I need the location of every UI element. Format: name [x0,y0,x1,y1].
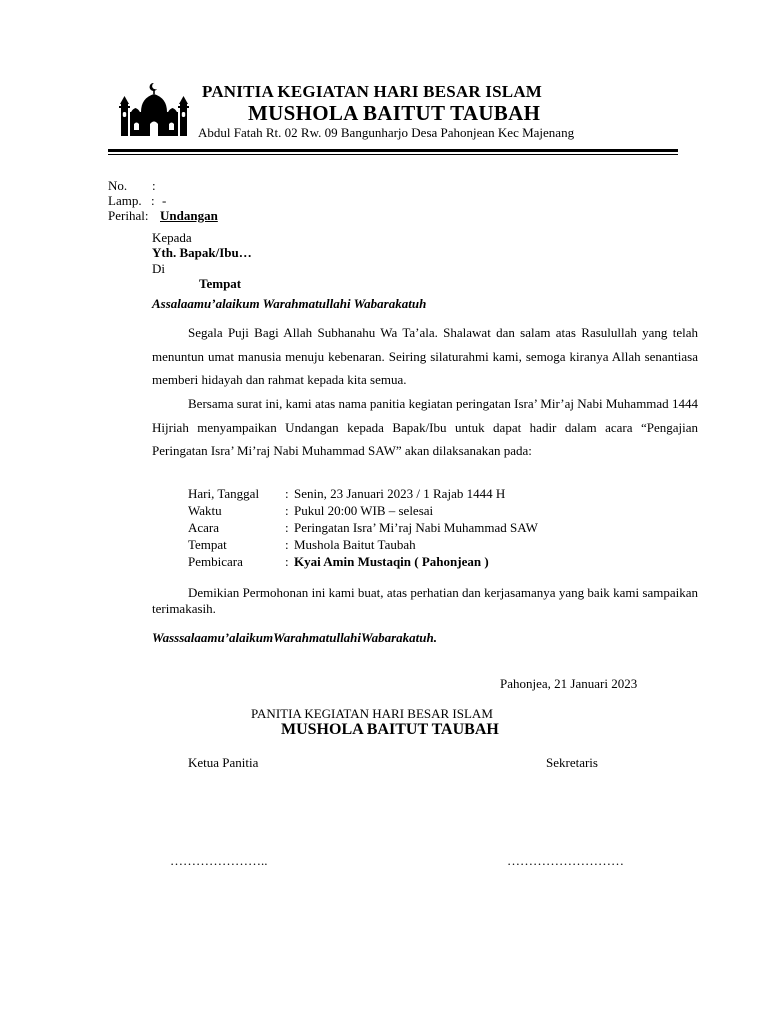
detail-label: Pembicara [188,554,243,569]
recipient-kepada: Kepada [152,230,192,245]
detail-value-speaker: Kyai Amin Mustaqin ( Pahonjean ) [294,554,489,569]
detail-colon: : [285,503,289,518]
meta-lamp-label: Lamp. [108,193,142,208]
detail-value: Peringatan Isra’ Mi’raj Nabi Muhammad SAW [294,520,538,535]
letter-date-place: Pahonjea, 21 Januari 2023 [500,676,638,691]
detail-label: Acara [188,520,220,535]
signature-right-line: ……………………… [507,853,624,868]
mosque-icon [119,82,189,138]
meta-no-label: No. [108,178,128,193]
paragraph-opening: Segala Puji Bagi Allah Subhanahu Wa Ta’ala. Shalawat dan salam atas Rasulullah yang telah menuntun umat manusia menuju kebenaran. Seiring silaturahmi kami, semoga kiranya Allah senantiasa memberi hidayah dan rahmat kepada kita semua. [152,325,698,387]
detail-value: Senin, 23 Januari 2023 / 1 Rajab 1444 H [294,486,506,501]
letterhead-name: MUSHOLA BAITUT TAUBAH [248,101,541,125]
recipient-di: Di [152,261,165,276]
signature-left-title: Ketua Panitia [188,755,259,770]
signature-left-line: ………………….. [170,853,268,868]
detail-colon: : [285,486,289,501]
letterhead-rule-thick [108,149,678,152]
signature-org: PANITIA KEGIATAN HARI BESAR ISLAM [251,706,493,721]
recipient-tempat: Tempat [199,276,242,291]
letterhead-address: Abdul Fatah Rt. 02 Rw. 09 Bangunharjo Desa Pahonjean Kec Majenang [198,125,575,140]
signature-name: MUSHOLA BAITUT TAUBAH [281,721,499,738]
detail-label: Waktu [188,503,222,518]
meta-lamp-colon: : [151,193,155,208]
meta-perihal-label: Perihal: [108,208,149,223]
detail-value: Pukul 20:00 WIB – selesai [294,503,434,518]
detail-label: Tempat [188,537,227,552]
signature-right-title: Sekretaris [546,755,598,770]
greeting-open: Assalaamu’alaikum Warahmatullahi Wabarakatuh [152,296,427,311]
meta-lamp-value: - [162,193,167,208]
greeting-close: WasssalaamuʼalaikumWarahmatullahiWabarakatuh. [152,630,437,645]
paragraph-invitation: Bersama surat ini, kami atas nama panitia kegiatan peringatan Isra’ Mir’aj Nabi Muhammad 1444 Hijriah menyampaikan Undangan kepada Bapak/Ibu untuk dapat hadir dalam acara “Pengajian Peringatan Isra’ Mi’raj Nabi Muhammad SAW” akan dilaksanakan pada: [152,396,698,458]
letterhead-rule-thin [108,154,678,155]
recipient-yth: Yth. Bapak/Ibu… [152,245,252,260]
meta-perihal-value: Undangan [160,208,218,223]
paragraph-closing: Demikian Permohonan ini kami buat, atas perhatian dan kerjasamanya yang baik kami sampaikan terimakasih. [152,585,698,616]
meta-no-colon: : [152,178,156,193]
detail-label: Hari, Tanggal [188,486,260,501]
detail-colon: : [285,520,289,535]
detail-colon: : [285,554,289,569]
letterhead-org: PANITIA KEGIATAN HARI BESAR ISLAM [202,82,543,101]
detail-colon: : [285,537,289,552]
detail-value: Mushola Baitut Taubah [294,537,416,552]
